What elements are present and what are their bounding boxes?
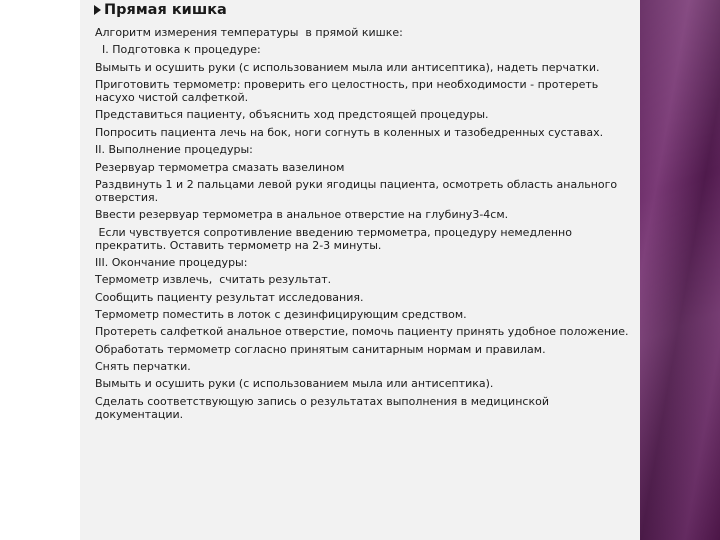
text-line: Резервуар термометра смазать вазелином [95,160,345,174]
arrow-bullet-icon [94,5,101,15]
text-line: Алгоритм измерения температуры в прямой кишке: [95,26,403,39]
text-line: Приготовить термометр: проверить его целостность, при необходимости - протереть насухо чистой салфеткой. [95,78,602,105]
text-line: Если чувствуется сопротивление введению термометра, процедуру немедленно прекратить. Оставить термометр на 2-3 минуты. [95,225,576,252]
slide-title [94,1,227,19]
text-line: Ввести резервуар термометра в анальное отверстие на глубину3-4см. [95,208,509,222]
section-heading: I. Подготовка к процедуре: [95,43,261,57]
text-line: Вымыть и осушить руки (с использованием мыла или антисептика), надеть перчатки. [95,60,600,74]
left-margin [0,0,80,540]
text-line: Термометр поместить в лоток с дезинфицирующим средством. [95,308,467,322]
text-line: Попросить пациента лечь на бок, ноги согнуть в коленных и тазобедренных суставах. [95,125,604,139]
text-line: Вымыть и осушить руки (с использованием мыла или антисептика). [95,377,494,391]
text-line: Протереть салфеткой анальное отверстие, помочь пациенту принять удобное положение. [95,325,629,339]
text-line: Снять перчатки. [95,360,191,374]
procedure-text [95,26,631,425]
text-line: Раздвинуть 1 и 2 пальцами левой руки ягодицы пациента, осмотреть область анального отверстия. [95,177,621,204]
decorative-side-band [640,0,720,540]
text-line: Сообщить пациенту результат исследования. [95,290,364,304]
text-line: Представиться пациенту, объяснить ход предстоящей процедуры. [95,108,489,122]
text-line: Термометр извлечь, считать результат. [95,273,332,287]
text-line: Обработать термометр согласно принятым санитарным нормам и правилам. [95,342,546,356]
section-heading: III. Окончание процедуры: [95,256,248,270]
section-heading: II. Выполнение процедуры: [95,143,253,157]
text-line: Сделать соответствующую запись о результатах выполнения в медицинской документации. [95,394,553,421]
slide-title-text: Прямая кишка [104,2,227,18]
